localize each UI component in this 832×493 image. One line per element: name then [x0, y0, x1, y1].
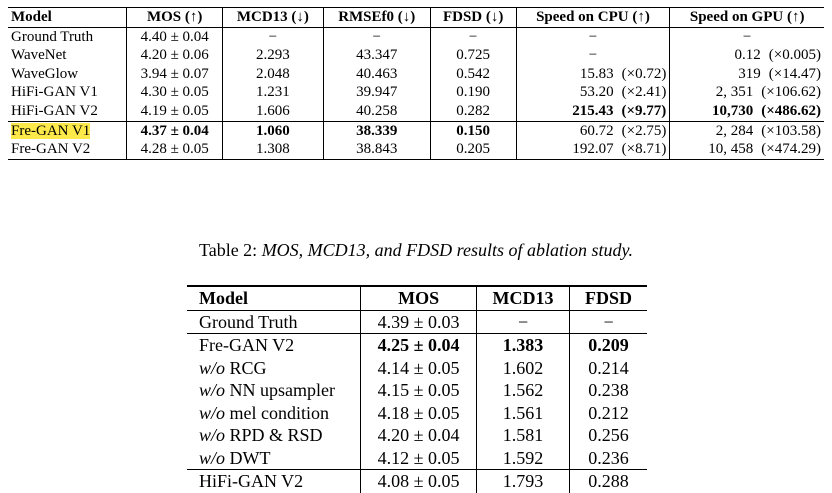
mos-value: 4.25 ± 0.04 [361, 334, 477, 357]
mcd-value: 1.231 [223, 83, 324, 102]
model-name: HiFi-GAN V1 [11, 84, 98, 101]
col-header-gpu-speed: Speed on GPU (↑) [670, 8, 824, 28]
fdsd-value: 0.542 [430, 65, 516, 84]
model-name: Ground Truth [11, 28, 94, 45]
fdsd-value: 0.212 [570, 402, 647, 425]
col-header-mcd: MCD13 [476, 286, 569, 310]
mos-value: 4.18 ± 0.05 [361, 402, 477, 425]
cpu-speed [516, 46, 670, 65]
gpu-speed-ratio: (×106.62) [761, 84, 821, 101]
cpu-speed [516, 83, 670, 102]
cpu-speed [516, 121, 670, 140]
fdsd-value: 0.209 [570, 334, 647, 357]
mcd-value: 1.308 [223, 140, 324, 159]
mcd-value: − [223, 27, 324, 46]
rmse-value: − [323, 27, 430, 46]
fdsd-value: 0.205 [430, 140, 516, 159]
mos-value: 4.40 ± 0.04 [127, 27, 223, 46]
table-header-row [187, 286, 647, 310]
table-row [187, 402, 647, 425]
rmse-value: 39.947 [323, 83, 430, 102]
col-header-model: Model [8, 8, 127, 28]
cpu-speed-ratio: (×2.75) [621, 122, 667, 139]
ablation-prefix: w/o [199, 425, 226, 445]
table-header-row [8, 8, 824, 28]
highlighted-model-name: Fre-GAN V1 [11, 122, 91, 139]
model-name [187, 424, 361, 447]
model-name [187, 357, 361, 380]
table-row [187, 424, 647, 447]
ablation-prefix: w/o [199, 447, 226, 468]
gpu-speed-value: 319 [738, 65, 761, 82]
ablation-prefix: w/o [199, 357, 226, 378]
model-name [187, 447, 361, 470]
gpu-speed-ratio: (×474.29) [761, 141, 821, 158]
ablation-component: DWT [229, 447, 271, 468]
cpu-speed-ratio: (×9.77) [621, 102, 667, 119]
col-header-mos: MOS [361, 286, 477, 310]
gpu-speed-ratio: (×14.47) [768, 65, 821, 82]
col-header-mcd: MCD13 (↓) [223, 8, 324, 28]
results-table [8, 7, 824, 160]
cpu-speed-value: 192.07 [572, 141, 614, 158]
col-header-model: Model [187, 286, 361, 310]
model-name: WaveNet [11, 47, 67, 64]
rmse-value: 40.463 [323, 65, 430, 84]
gpu-speed [670, 65, 824, 84]
gpu-speed [670, 140, 824, 159]
gpu-speed-value: − [742, 28, 752, 45]
cpu-speed-ratio: (×2.41) [621, 84, 667, 101]
mos-value: 4.30 ± 0.05 [127, 83, 223, 102]
table-row [8, 102, 824, 121]
caption-text: MOS, MCD13, and FDSD results of ablation study. [261, 240, 634, 260]
gpu-speed [670, 121, 824, 140]
fdsd-value: 0.725 [430, 46, 516, 65]
cpu-speed [516, 65, 670, 84]
ablation-component: NN upsampler [229, 380, 335, 400]
mcd-value: 1.592 [476, 447, 569, 470]
fdsd-value: 0.214 [570, 357, 647, 380]
table-row [187, 357, 647, 380]
fdsd-value: − [430, 27, 516, 46]
gpu-speed-ratio: (×103.58) [761, 122, 821, 139]
cpu-speed [516, 27, 670, 46]
gpu-speed [670, 46, 824, 65]
table-caption [0, 240, 832, 261]
cpu-speed-value: 215.43 [572, 102, 614, 119]
gpu-speed [670, 27, 824, 46]
mos-value: 4.39 ± 0.03 [361, 310, 477, 334]
rmse-value: 40.258 [323, 102, 430, 121]
model-name: HiFi-GAN V2 [187, 470, 361, 493]
model-name: Ground Truth [199, 311, 298, 332]
table-row [8, 83, 824, 102]
ablation-table [187, 285, 647, 493]
col-header-rmse: RMSEf0 (↓) [323, 8, 430, 28]
mos-value: 4.19 ± 0.05 [127, 102, 223, 121]
gpu-speed-value: 2, 284 [715, 122, 754, 139]
mos-value: 4.20 ± 0.06 [127, 46, 223, 65]
cpu-speed-value: 60.72 [579, 122, 614, 139]
rmse-value: 43.347 [323, 46, 430, 65]
fdsd-value: − [570, 310, 647, 334]
table-row [8, 46, 824, 65]
mcd-value: 2.048 [223, 65, 324, 84]
table-row [8, 27, 824, 46]
gpu-speed-value: 0.12 [734, 47, 761, 64]
gpu-speed-value: 10, 458 [708, 141, 754, 158]
fdsd-value: 0.238 [570, 379, 647, 402]
ablation-component: RCG [229, 357, 267, 378]
table-row [8, 121, 824, 140]
cpu-speed [516, 140, 670, 159]
table-row [187, 379, 647, 402]
fdsd-value: 0.190 [430, 83, 516, 102]
cpu-speed-value: − [588, 28, 598, 45]
mcd-value: 1.793 [476, 470, 569, 493]
mcd-value: 1.562 [476, 379, 569, 402]
mos-value: 4.14 ± 0.05 [361, 357, 477, 380]
mcd-value: 1.602 [476, 357, 569, 380]
model-name [8, 121, 127, 140]
model-name [187, 379, 361, 402]
mcd-value: 1.581 [476, 424, 569, 447]
mos-value: 4.20 ± 0.04 [361, 424, 477, 447]
table-row [187, 470, 647, 493]
col-header-cpu-speed: Speed on CPU (↑) [516, 8, 670, 28]
model-name: WaveGlow [11, 65, 79, 82]
cpu-speed-ratio: (×0.72) [621, 65, 667, 82]
mcd-value: 1.606 [223, 102, 324, 121]
mcd-value: 2.293 [223, 46, 324, 65]
table-row [187, 310, 647, 334]
fdsd-value: 0.150 [430, 121, 516, 140]
table-row [8, 140, 824, 159]
rmse-value: 38.843 [323, 140, 430, 159]
mos-value: 4.12 ± 0.05 [361, 447, 477, 470]
mcd-value: 1.383 [476, 334, 569, 357]
col-header-mos: MOS (↑) [127, 8, 223, 28]
cpu-speed-value: 53.20 [579, 84, 614, 101]
caption-prefix: Table 2: [198, 240, 262, 260]
ablation-component: mel condition [229, 402, 329, 423]
table-row [187, 447, 647, 470]
cpu-speed [516, 102, 670, 121]
mos-value: 4.15 ± 0.05 [361, 379, 477, 402]
ablation-component: RPD & RSD [229, 425, 323, 445]
mcd-value: 1.561 [476, 402, 569, 425]
gpu-speed-value: 10,730 [711, 102, 754, 119]
gpu-speed-ratio: (×486.62) [761, 102, 821, 119]
mos-value: 3.94 ± 0.07 [127, 65, 223, 84]
rmse-value: 38.339 [323, 121, 430, 140]
fdsd-value: 0.236 [570, 447, 647, 470]
table-row [8, 65, 824, 84]
mcd-value: − [476, 310, 569, 334]
gpu-speed [670, 102, 824, 121]
mos-value: 4.08 ± 0.05 [361, 470, 477, 493]
mcd-value: 1.060 [223, 121, 324, 140]
mos-value: 4.37 ± 0.04 [127, 121, 223, 140]
gpu-speed-value: 2, 351 [715, 84, 754, 101]
mos-value: 4.28 ± 0.05 [127, 140, 223, 159]
table-row [187, 334, 647, 357]
model-name: Fre-GAN V2 [8, 140, 127, 159]
ablation-prefix: w/o [199, 380, 226, 400]
gpu-speed [670, 83, 824, 102]
fdsd-value: 0.282 [430, 102, 516, 121]
fdsd-value: 0.256 [570, 424, 647, 447]
cpu-speed-ratio: (×8.71) [621, 141, 667, 158]
col-header-fdsd: FDSD [570, 286, 647, 310]
model-name [187, 402, 361, 425]
gpu-speed-ratio: (×0.005) [768, 47, 821, 64]
cpu-speed-value: − [588, 47, 598, 64]
col-header-fdsd: FDSD (↓) [430, 8, 516, 28]
cpu-speed-value: 15.83 [579, 65, 614, 82]
fdsd-value: 0.288 [570, 470, 647, 493]
model-name: Fre-GAN V2 [187, 334, 361, 357]
model-name: HiFi-GAN V2 [11, 102, 98, 119]
ablation-prefix: w/o [199, 402, 226, 423]
